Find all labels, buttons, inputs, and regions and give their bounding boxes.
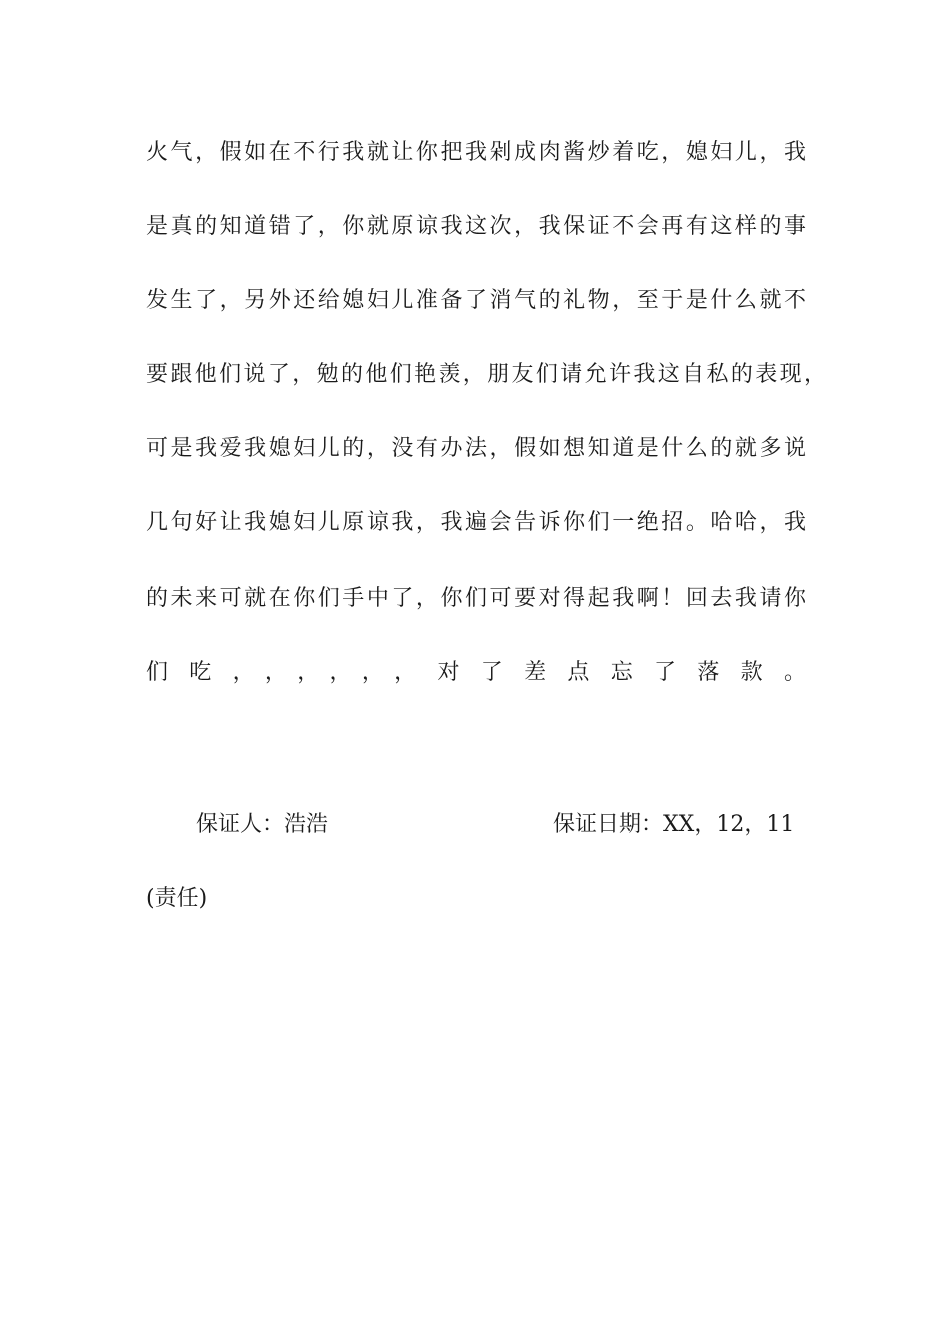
guarantee-date: 保证日期：XX，12，11 (553, 812, 795, 837)
paragraph-line: 几句好让我媳妇儿原谅我，我遍会告诉你们一绝招。哈哈，我 (146, 510, 806, 535)
guarantor-signature: 保证人：浩浩 (196, 812, 329, 837)
category-tag: (责任) (146, 886, 208, 911)
paragraph-line: 可是我爱我媳妇儿的，没有办法，假如想知道是什么的就多说 (146, 436, 806, 461)
paragraph-line: 的未来可就在你们手中了，你们可要对得起我啊！回去我请你 (146, 586, 806, 611)
paragraph-line-last: 们吃，，，，，，对了差点忘了落款。 (146, 660, 806, 685)
paragraph-line: 是真的知道错了，你就原谅我这次，我保证不会再有这样的事 (146, 214, 806, 239)
paragraph-line: 火气，假如在不行我就让你把我剁成肉酱炒着吃，媳妇儿，我 (146, 140, 806, 165)
paragraph-line: 发生了，另外还给媳妇儿准备了消气的礼物，至于是什么就不 (146, 288, 806, 313)
paragraph-line: 要跟他们说了，勉的他们艳羡，朋友们请允许我这自私的表现， (146, 362, 826, 387)
